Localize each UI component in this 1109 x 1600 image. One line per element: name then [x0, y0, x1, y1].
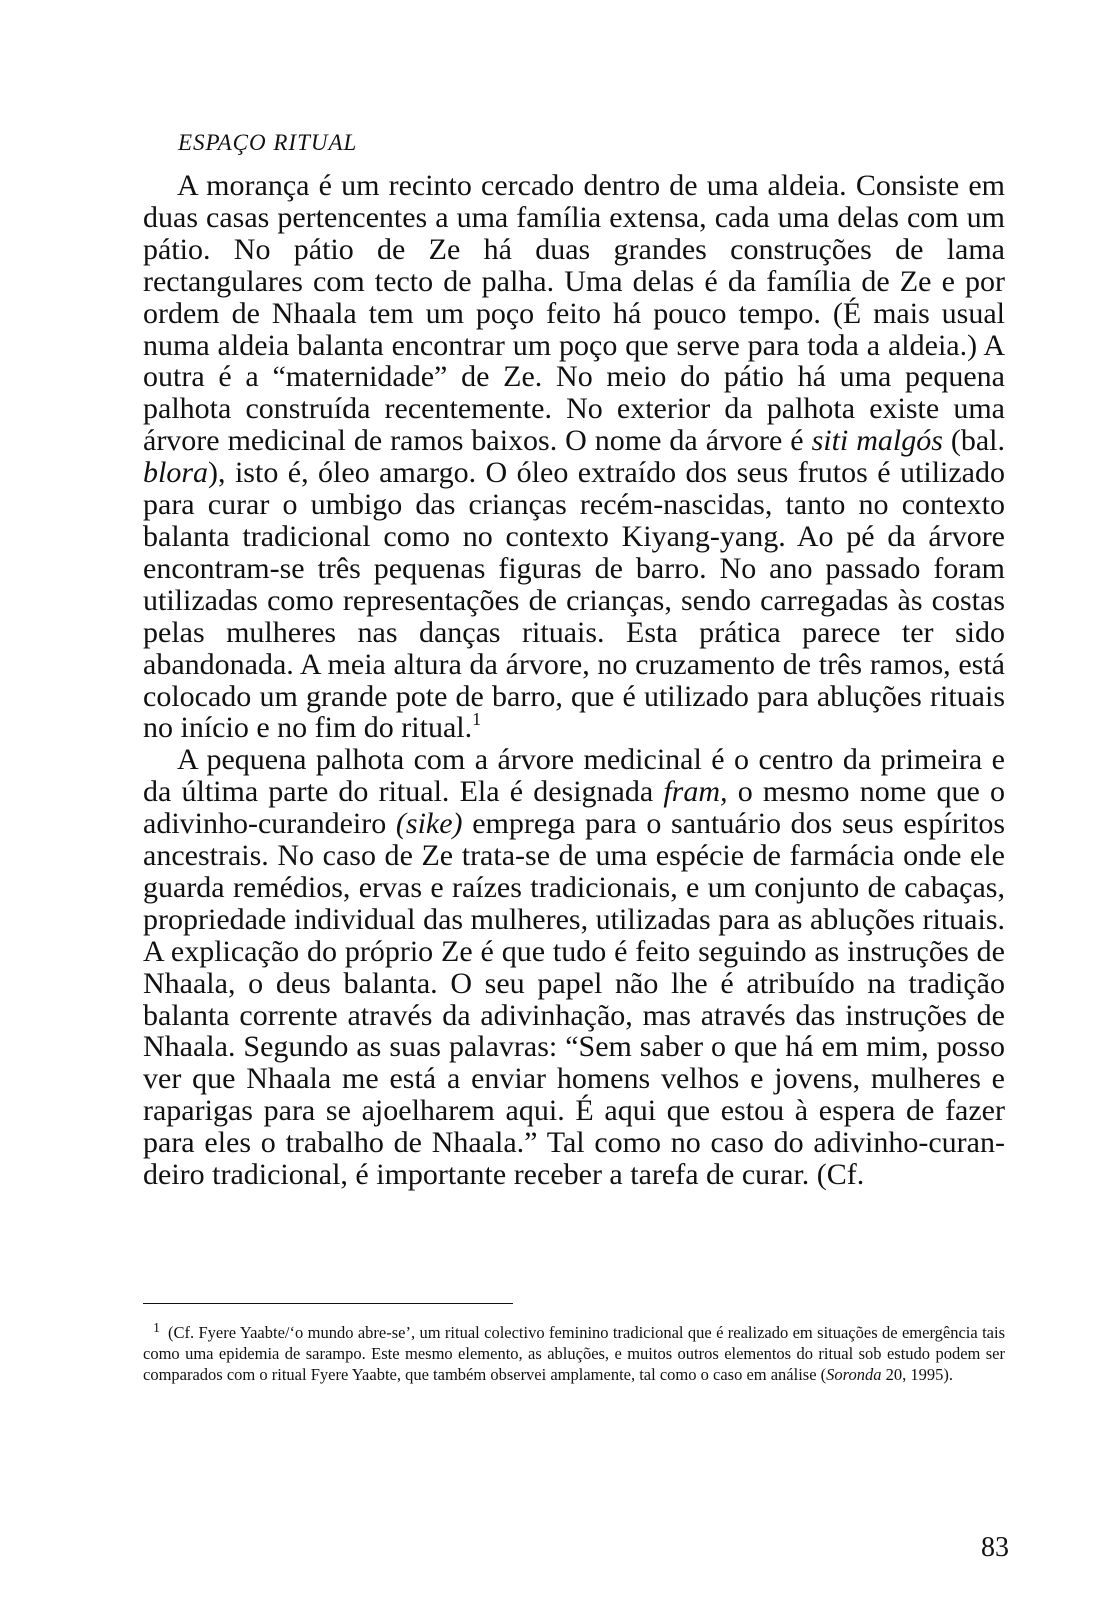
term-siti-malgos: siti malgós [811, 424, 943, 458]
term-fram: fram, [663, 775, 728, 809]
term-sike: (sike) [395, 807, 463, 841]
paragraph-1-text-c: ), isto é, óleo amargo. O óleo extraído dos seus frutos é utilizado para curar o umbigo das crianças recém-nascidas, tanto no contexto balanta tradicional como no contexto Kiyang-yang. Ao pé da árvore encontram-se três pequenas figuras de barro. No ano passado foram utilizadas como representações de crianças, sendo carregadas às costas pelas mulheres nas danças rituais. Esta prática parece ter sido abandonada. A meia altura da árvore, no cruzamento de três ramos, está colocado um grande pote de barro, que é utilizado para abluções rituais no início e no fim do ritual. [143, 456, 1005, 745]
paragraph-2-text-c: emprega para o santuário dos seus espíritos ancestrais. No caso de Ze trata-se de uma espécie de farmácia onde ele guarda remédios, ervas e raízes tradicionais, e um conjunto de cabaças, propriedade individual das mulheres, utilizadas para as abluções rituais. A explicação do próprio Ze é que tudo é feito seguindo as instruções de Nhaala, o deus balanta. O seu papel não lhe é atribuído na tradição balanta corrente através da adivinhação, mas através das instruções de Nhaala. Segundo as suas palavras: “Sem saber o que há em mim, posso ver que Nhaala me está a enviar homens velhos e jovens, mulheres e raparigas para se ajoelharem aqui. É aqui que estou à espera de fazer para eles o trabalho de Nhaala.” Tal como no caso do adivinho-curandeiro tradicional, é importante receber a tarefa de curar. (Cf. [143, 807, 1005, 1192]
paragraph-2-text-a: A pequena palhota com a árvore medicinal é o centro da primeira e da última parte do ritual. Ela é designada [143, 743, 1005, 809]
footnote-mark: 1 [153, 1321, 160, 1336]
body-text [143, 170, 1005, 1191]
page-number: 83 [981, 1532, 1009, 1563]
paragraph-1 [143, 170, 1005, 744]
footnote-journal: Soronda [826, 1365, 882, 1384]
paragraph-1-text-a: A morança é um recinto cercado dentro de uma aldeia. Consiste em duas casas pertencentes a uma família extensa, cada uma delas com um pátio. No pátio de Ze há duas grandes construções de lama rectangulares com tecto de palha. Uma delas é da família de Ze e por ordem de Nhaala tem um poço feito há pouco tempo. (É mais usual numa aldeia balanta encontrar um poço que serve para toda a aldeia.) A outra é a “maternidade” de Ze. No meio do pátio há uma pequena palhota construída recentemente. No exterior da palhota existe uma árvore medicinal de ramos baixos. O nome da árvore é [143, 169, 1005, 458]
footnote-reference: 1 [472, 709, 482, 730]
paragraph-2 [143, 744, 1005, 1191]
footnote-text-b: 20, 1995). [881, 1365, 953, 1384]
footnote-text-a: (Cf. Fyere Yaabte/‘o mundo abre-se’, um ritual colectivo feminino tradicional que é realizado em situações de emergência tais como uma epidemia de sarampo. Este mesmo elemento, as abluções, e muitos outros elementos do ritual sob estudo podem ser comparados com o ritual Fyere Yaabte, que também observei amplamente, tal como o caso em análise ( [143, 1323, 1005, 1384]
paragraph-2-text-b: o mesmo nome que o adivinho-curandeiro [143, 775, 1005, 841]
paragraph-1-text-b: (bal. [942, 424, 1005, 458]
section-heading: ESPAÇO RITUAL [178, 130, 358, 155]
footnote [143, 1322, 1005, 1385]
footnote-divider [143, 1303, 513, 1304]
term-blora: blora [143, 456, 209, 490]
